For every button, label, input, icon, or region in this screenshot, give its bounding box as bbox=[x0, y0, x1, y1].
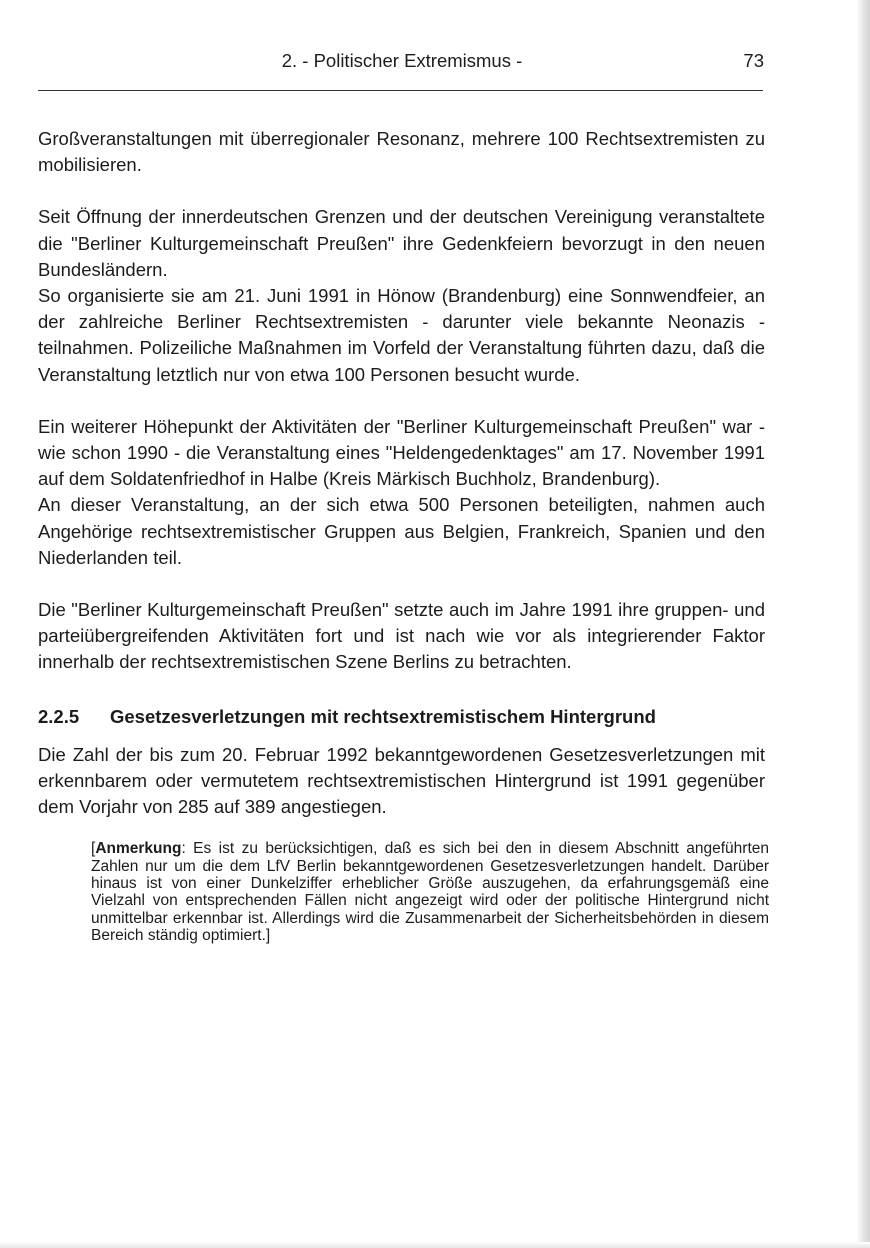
section-title: Gesetzesverletzungen mit rechtsextremistischem Hintergrund bbox=[110, 705, 656, 727]
section-paragraph: Die Zahl der bis zum 20. Februar 1992 bekanntgewordenen Gesetzesverletzungen mit erkennbarem oder vermutetem rechtsextremistischen Hintergrund ist 1991 gegenüber dem Vorjahr von 285 auf 389 angestiegen. bbox=[38, 743, 765, 818]
page-number: 73 bbox=[743, 50, 764, 71]
page-body bbox=[38, 126, 769, 944]
page-edge-shadow bbox=[856, 0, 870, 1248]
section-number: 2.2.5 bbox=[38, 705, 80, 727]
paragraph-4: Ein weiterer Höhepunkt der Aktivitäten der "Berliner Kulturgemeinschaft Preußen" war - wie schon 1990 - die Veranstaltung eines "Heldengedenktages" am 17. November 1991 auf dem Soldatenfriedhof in Halbe (Kreis Märkisch Buchholz, Brandenburg). bbox=[38, 415, 765, 490]
header-title: 2. - Politischer Extremismus - bbox=[281, 50, 523, 71]
note-bracket: [ bbox=[91, 840, 96, 858]
paragraph-6: Die "Berliner Kulturgemeinschaft Preußen" setzte auch im Jahre 1991 ihre gruppen- und parteiübergreifenden Aktivitäten fort und ist nach wie vor als integrierender Faktor innerhalb der rechtsextremistischen Szene Berlins zu betrachten. bbox=[38, 599, 765, 673]
running-header bbox=[38, 50, 766, 74]
paragraph-2: Seit Öffnung der innerdeutschen Grenzen und der deutschen Vereinigung veranstaltete die "Berliner Kulturgemeinschaft Preußen" ihre Gedenkfeiern bevorzugt in den neuen Bundesländern. bbox=[38, 206, 765, 280]
section-heading bbox=[38, 704, 765, 730]
page-bottom-shadow bbox=[0, 1242, 870, 1248]
annotation-note bbox=[91, 840, 769, 944]
note-label: Anmerkung bbox=[95, 840, 182, 858]
paragraph-1: Großveranstaltungen mit überregionaler Resonanz, mehrere 100 Rechtsextremisten zu mobilisieren. bbox=[38, 128, 765, 176]
paragraph-5: An dieser Veranstaltung, an der sich etwa 500 Personen beteiligten, nahmen auch Angehörige rechtsextremistischer Gruppen aus Belgien, Frankreich, Spanien und den Niederlanden teil. bbox=[38, 494, 765, 568]
note-text: : Es ist zu berücksichtigen, daß es sich bei den in diesem Abschnitt angeführten Zahlen nur um die dem LfV Berlin bekanntgewordenen Gesetzesverletzungen handelt. Darüber hinaus ist von einer Dunkelziffer erheblicher Größe auszugehen, da erfahrungsgemäß eine Vielzahl von entsprechenden Fällen nicht angezeigt wird oder der politische Hintergrund nicht unmittelbar erkennbar ist. Allerdings wird die Zusammenarbeit der Sicherheitsbehörden in diesem Bereich ständig optimiert.] bbox=[91, 840, 769, 944]
paragraph-3: So organisierte sie am 21. Juni 1991 in Hönow (Brandenburg) eine Sonnwendfeier, an der zahlreiche Berliner Rechtsextremisten - darunter viele bekannte Neonazis - teilnahmen. Polizeiliche Maßnahmen im Vorfeld der Veranstaltung führten dazu, daß die Veranstaltung letztlich nur von etwa 100 Personen besucht wurde. bbox=[38, 285, 765, 385]
header-rule bbox=[38, 90, 763, 91]
